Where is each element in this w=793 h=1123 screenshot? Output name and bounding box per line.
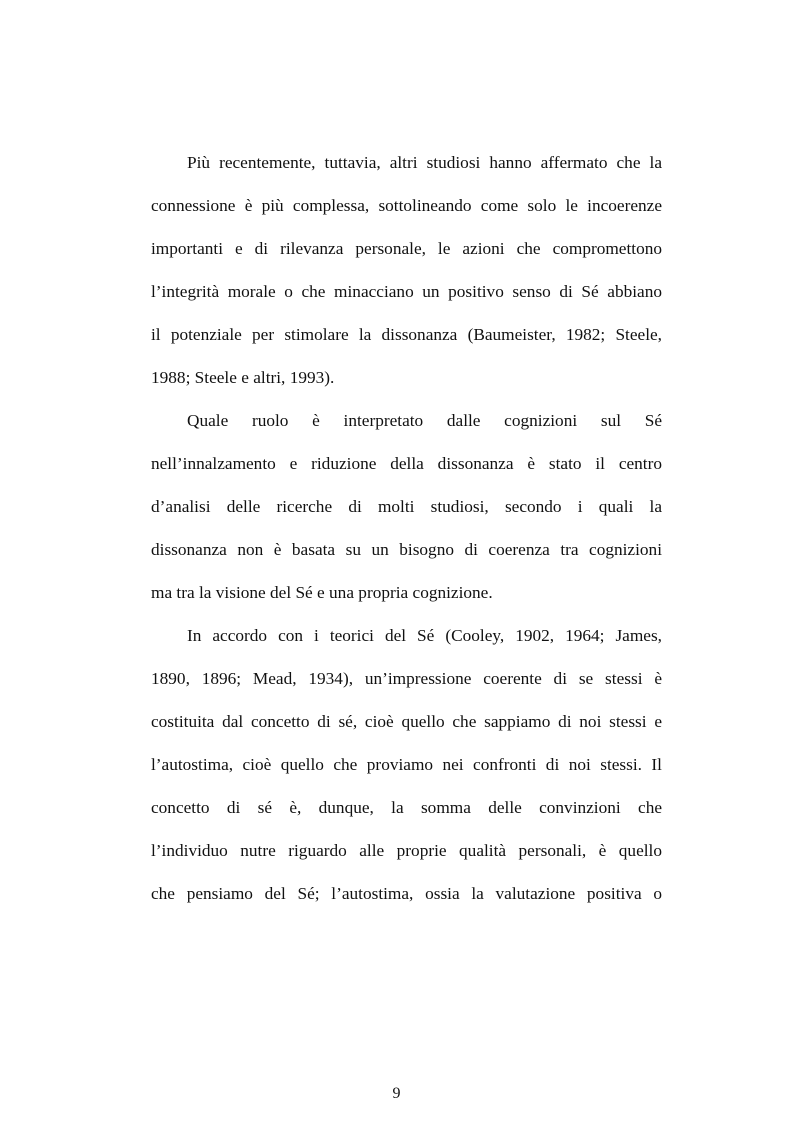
text-line: 1988; Steele e altri, 1993). bbox=[151, 368, 335, 387]
body-text bbox=[151, 147, 662, 921]
text-line: il potenziale per stimolare la dissonanza (Baumeister, 1982; Steele, bbox=[151, 325, 662, 344]
text-line: Più recentemente, tuttavia, altri studiosi hanno affermato che la bbox=[187, 153, 662, 172]
text-line: l’integrità morale o che minacciano un positivo senso di Sé abbiano bbox=[151, 282, 662, 301]
text-line: 1890, 1896; Mead, 1934), un’impressione coerente di se stessi è bbox=[151, 669, 662, 688]
text-line: importanti e di rilevanza personale, le azioni che compromettono bbox=[151, 239, 662, 258]
text-line: dissonanza non è basata su un bisogno di coerenza tra cognizioni bbox=[151, 540, 662, 559]
text-line: l’autostima, cioè quello che proviamo nei confronti di noi stessi. Il bbox=[151, 755, 662, 774]
text-line: concetto di sé è, dunque, la somma delle convinzioni che bbox=[151, 798, 662, 817]
text-line: costituita dal concetto di sé, cioè quello che sappiamo di noi stessi e bbox=[151, 712, 662, 731]
text-line: In accordo con i teorici del Sé (Cooley, 1902, 1964; James, bbox=[187, 626, 662, 645]
paragraph-1 bbox=[151, 147, 662, 405]
text-line: Quale ruolo è interpretato dalle cognizioni sul Sé bbox=[187, 411, 662, 430]
text-line: che pensiamo del Sé; l’autostima, ossia la valutazione positiva o bbox=[151, 884, 662, 903]
text-line: l’individuo nutre riguardo alle proprie qualità personali, è quello bbox=[151, 841, 662, 860]
paragraph-2 bbox=[151, 405, 662, 620]
text-line: d’analisi delle ricerche di molti studiosi, secondo i quali la bbox=[151, 497, 662, 516]
text-line: nell’innalzamento e riduzione della dissonanza è stato il centro bbox=[151, 454, 662, 473]
text-line: ma tra la visione del Sé e una propria cognizione. bbox=[151, 583, 493, 602]
text-line: connessione è più complessa, sottolineando come solo le incoerenze bbox=[151, 196, 662, 215]
page-number: 9 bbox=[392, 1085, 401, 1102]
paragraph-3 bbox=[151, 620, 662, 921]
